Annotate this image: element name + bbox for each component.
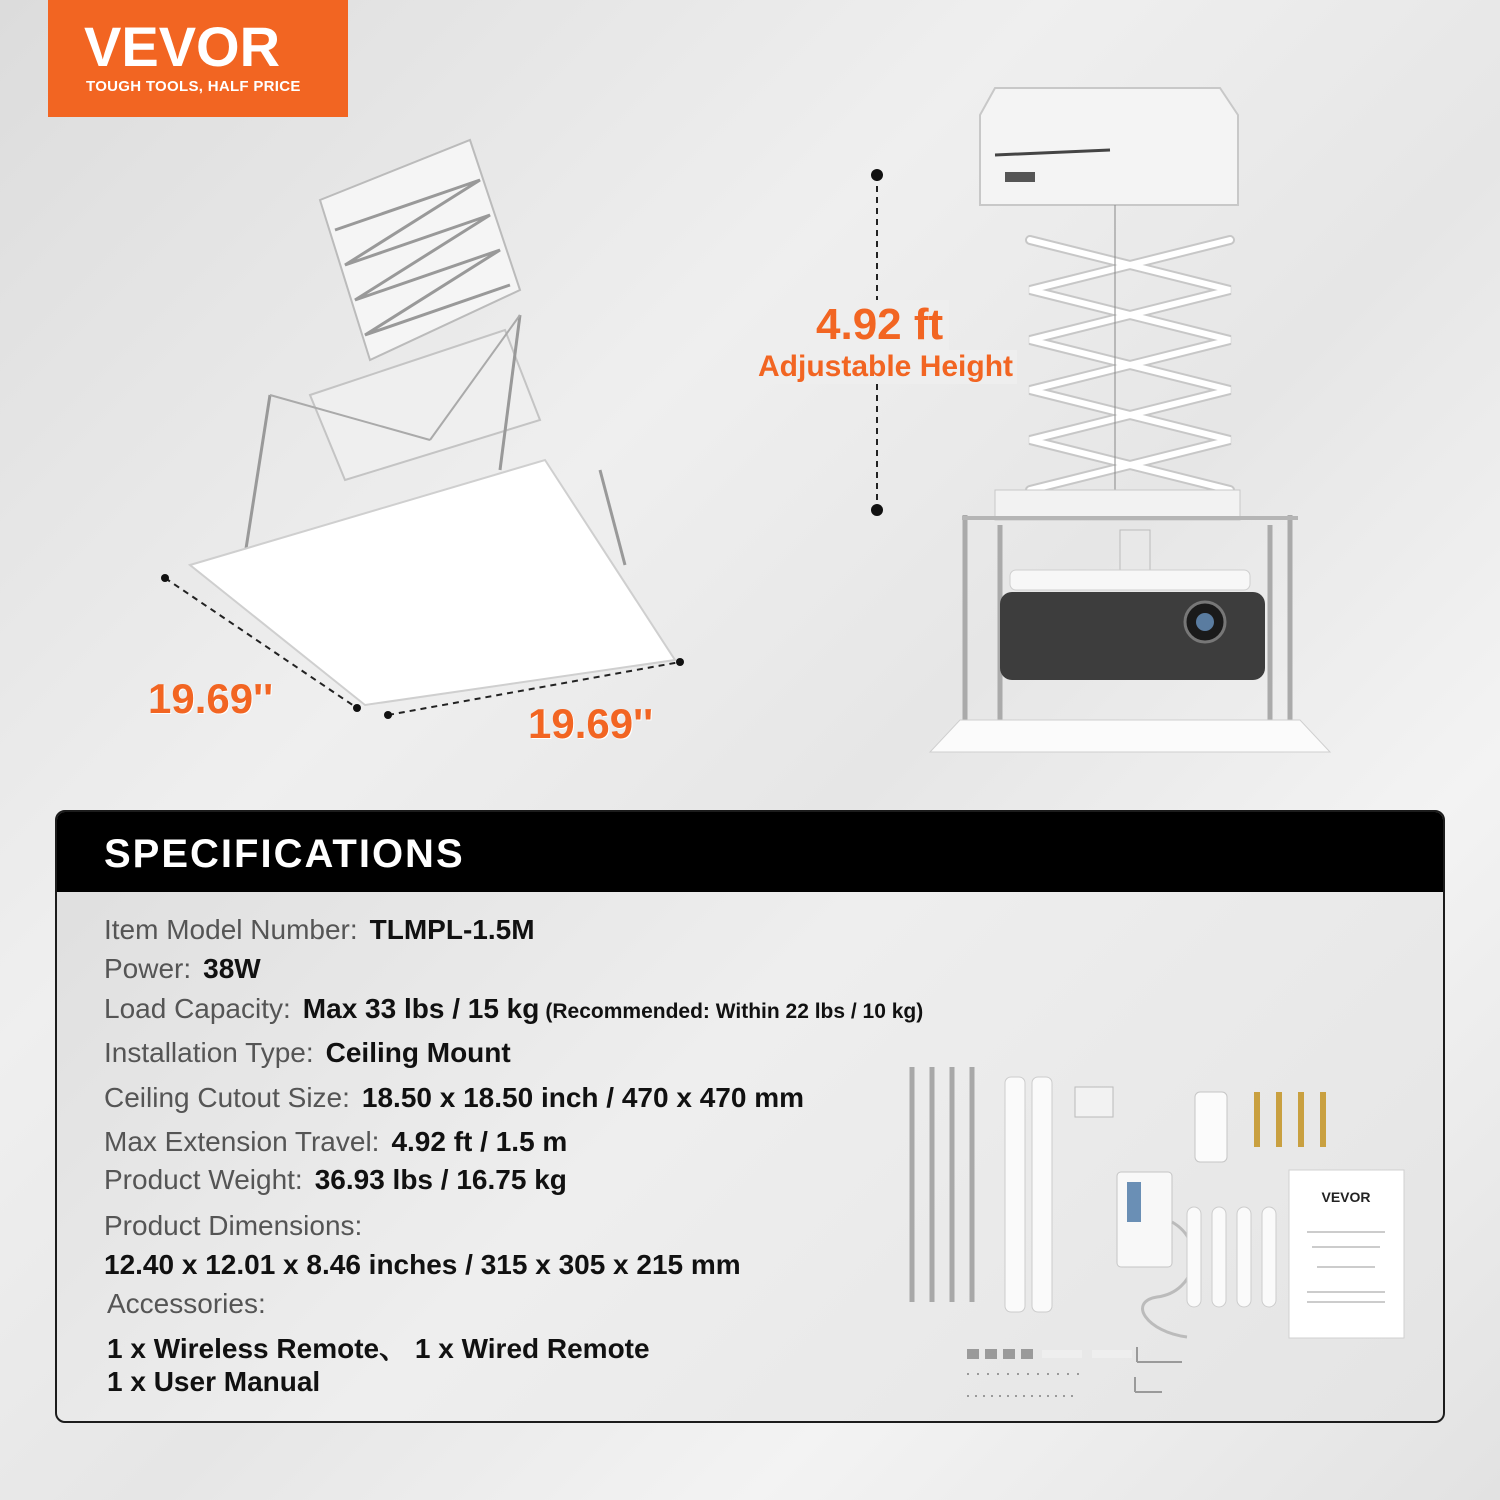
spec-dims <box>104 1210 362 1242</box>
spec-model-label: Item Model Number: <box>104 914 358 945</box>
specifications-title: SPECIFICATIONS <box>104 832 465 876</box>
width-dimension-right: 19.69'' <box>528 700 654 747</box>
tilted-lift-image <box>161 140 684 719</box>
spec-accessories <box>107 1288 266 1320</box>
spec-install-value: Ceiling Mount <box>325 1037 511 1068</box>
spec-install <box>104 1037 511 1069</box>
spec-weight-label: Product Weight: <box>104 1164 303 1195</box>
spec-accessories-line1: 1 x Wireless Remote、 1 x Wired Remote <box>107 1333 650 1364</box>
spec-load-value: Max 33 lbs / 15 kg <box>302 993 540 1024</box>
spec-dims-label: Product Dimensions: <box>104 1210 363 1241</box>
logo-brand-text: VEVOR <box>84 15 281 78</box>
spec-load-label: Load Capacity: <box>104 993 291 1024</box>
spec-load-note: (Recommended: Within 22 lbs / 10 kg) <box>545 1000 924 1023</box>
logo-tagline: TOUGH TOOLS, HALF PRICE <box>86 78 301 95</box>
specifications-header <box>57 812 1443 892</box>
width-dimension-left: 19.69'' <box>148 675 274 722</box>
spec-weight-value: 36.93 lbs / 16.75 kg <box>314 1164 567 1195</box>
spec-model <box>104 914 535 946</box>
spec-power-value: 38W <box>203 953 261 984</box>
spec-cutout-label: Ceiling Cutout Size: <box>104 1082 350 1113</box>
vertical-lift-image <box>871 88 1330 752</box>
spec-accessories-label: Accessories: <box>107 1288 266 1319</box>
height-dimension-label: Adjustable Height <box>754 350 1017 384</box>
spec-power-label: Power: <box>104 953 192 984</box>
spec-weight <box>104 1164 567 1196</box>
spec-load <box>104 993 923 1025</box>
spec-dims-value: 12.40 x 12.01 x 8.46 inches / 315 x 305 x 215 mm <box>104 1249 741 1280</box>
spec-install-label: Installation Type: <box>104 1037 314 1068</box>
spec-cutout-value: 18.50 x 18.50 inch / 470 x 470 mm <box>361 1082 804 1113</box>
accessories-image <box>897 1052 1417 1402</box>
spec-power <box>104 953 261 985</box>
spec-cutout <box>104 1082 804 1114</box>
height-dimension-value: 4.92 ft <box>810 300 949 350</box>
spec-travel-value: 4.92 ft / 1.5 m <box>391 1126 568 1157</box>
spec-travel <box>104 1126 567 1158</box>
spec-travel-label: Max Extension Travel: <box>104 1126 380 1157</box>
specifications-panel <box>55 810 1445 1423</box>
spec-accessories-line2: 1 x User Manual <box>107 1366 321 1397</box>
manual-brand-text: VEVOR <box>1321 1189 1371 1205</box>
spec-model-value: TLMPL-1.5M <box>369 914 535 945</box>
